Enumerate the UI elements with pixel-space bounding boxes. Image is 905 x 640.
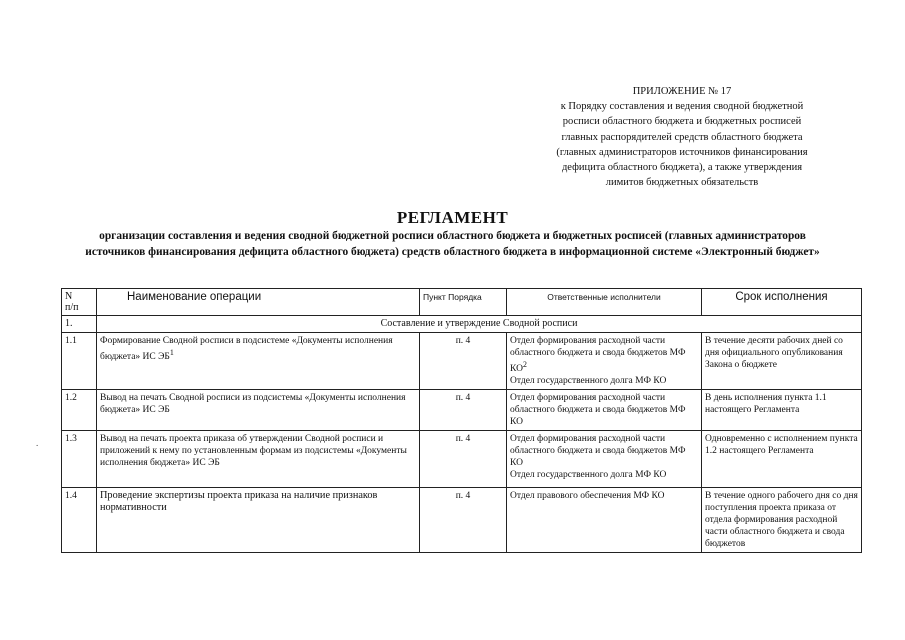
row-term: Одновременно с исполнением пункта 1.2 настоящего Регламента [702, 431, 862, 488]
row-punkt: п. 4 [420, 333, 507, 390]
row-num: 1.2 [62, 390, 97, 431]
row-responsible [507, 333, 702, 390]
row-punkt: п. 4 [420, 488, 507, 553]
appendix-line: главных распорядителей средств областного бюджета [561, 131, 803, 143]
row-responsible [507, 431, 702, 488]
table-row [62, 431, 862, 488]
table-row [62, 488, 862, 553]
header-punkt: Пункт Порядка [420, 289, 507, 316]
section-num: 1. [62, 316, 97, 333]
row-num: 1.3 [62, 431, 97, 488]
row-term: В день исполнения пункта 1.1 настоящего Регламента [702, 390, 862, 431]
header-term: Срок исполнения [702, 289, 862, 316]
margin-mark: . [36, 438, 39, 448]
section-row [62, 316, 862, 333]
row-responsible: Отдел правового обеспечения МФ КО [507, 488, 702, 553]
row-name: Проведение экспертизы проекта приказа на наличие признаков нормативности [97, 488, 420, 553]
row-num: 1.1 [62, 333, 97, 390]
appendix-title: ПРИЛОЖЕНИЕ № 17 [632, 86, 732, 97]
row-name: Вывод на печать проекта приказа об утверждении Сводной росписи и приложений к нему по установленным формам из подсистемы «Документы исполнения бюджета» ИС ЭБ [97, 431, 420, 488]
row-punkt: п. 4 [420, 390, 507, 431]
header-name: Наименование операции [97, 289, 420, 316]
document-title: РЕГЛАМЕНТ [396, 208, 509, 227]
row-name [97, 333, 420, 390]
appendix-line: лимитов бюджетных обязательств [605, 177, 759, 189]
responsible-main: Отдел формирования расходной части областного бюджета и свода бюджетов МФ КО [510, 336, 686, 375]
responsible-extra: Отдел государственного долга МФ КО [510, 470, 667, 481]
footnote-mark: 2 [522, 360, 527, 369]
row-name-text: Формирование Сводной росписи в подсистеме «Документы исполнения бюджета» ИС ЭБ [100, 336, 393, 363]
table-row [62, 390, 862, 431]
header-responsible: Ответственные исполнители [507, 289, 702, 316]
appendix-line: росписи областного бюджета и бюджетных росписей [562, 116, 802, 128]
row-term: В течение одного рабочего дня со дня поступления проекта приказа от отдела формирования расходной части областного бюджета и свода бюджетов [702, 488, 862, 553]
footnote-mark: 1 [169, 348, 174, 357]
section-title: Составление и утверждение Сводной росписи [97, 316, 862, 333]
table-header-row [62, 289, 862, 316]
appendix-line: дефицита областного бюджета), а также утверждения [561, 162, 803, 174]
document-subtitle: организации составления и ведения сводной бюджетной росписи областного бюджета и бюджетных росписей (главных администраторов источников финансирования дефицита областного бюджета) средств областного бюджета в информационной системе «Электронный бюджет» [85, 230, 820, 258]
header-num-line1: N [65, 291, 73, 302]
row-name: Вывод на печать Сводной росписи из подсистемы «Документы исполнения бюджета» ИС ЭБ [97, 390, 420, 431]
row-num: 1.4 [62, 488, 97, 553]
table-row [62, 333, 862, 390]
header-num-line2: п/п [65, 302, 79, 313]
appendix-line: (главных администраторов источников финансирования [556, 146, 808, 158]
row-term: В течение десяти рабочих дней со дня официального опубликования Закона о бюджете [702, 333, 862, 390]
regulation-table [61, 288, 862, 553]
appendix-block [532, 84, 832, 190]
responsible-extra: Отдел государственного долга МФ КО [510, 376, 667, 387]
row-responsible: Отдел формирования расходной части областного бюджета и свода бюджетов МФ КО [507, 390, 702, 431]
row-punkt: п. 4 [420, 431, 507, 488]
responsible-main: Отдел формирования расходной части областного бюджета и свода бюджетов МФ КО [510, 434, 686, 469]
header-num [62, 289, 97, 316]
appendix-line: к Порядку составления и ведения сводной бюджетной [560, 101, 804, 113]
